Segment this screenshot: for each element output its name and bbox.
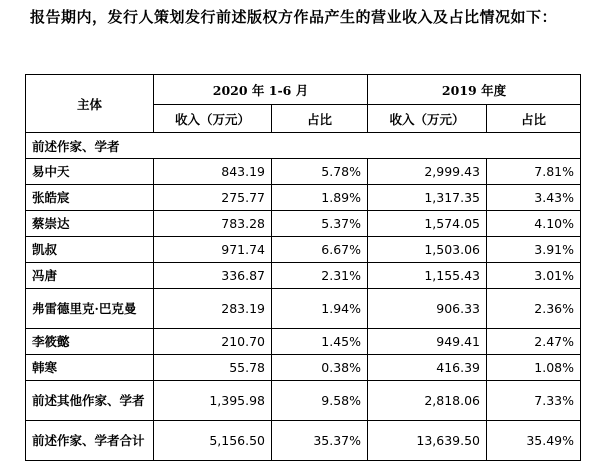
header-share-2019: 占比 xyxy=(487,105,581,133)
revenue-2019: 1,155.43 xyxy=(368,263,487,289)
row-name: 李筱懿 xyxy=(26,329,154,355)
share-2020: 35.37% xyxy=(272,421,368,461)
share-2020: 1.94% xyxy=(272,289,368,329)
share-2020: 9.58% xyxy=(272,381,368,421)
share-2019: 3.01% xyxy=(487,263,581,289)
revenue-2019: 906.33 xyxy=(368,289,487,329)
share-2020: 1.89% xyxy=(272,185,368,211)
revenue-2020: 55.78 xyxy=(154,355,272,381)
table-row xyxy=(26,289,581,329)
revenue-2020: 283.19 xyxy=(154,289,272,329)
group-row xyxy=(26,133,581,159)
header-revenue-2019: 收入（万元） xyxy=(368,105,487,133)
row-name: 凯叔 xyxy=(26,237,154,263)
row-name: 前述作家、学者合计 xyxy=(26,421,154,461)
share-2020: 6.67% xyxy=(272,237,368,263)
revenue-table xyxy=(25,74,581,461)
row-name: 弗雷德里克·巴克曼 xyxy=(26,289,154,329)
revenue-2019: 1,317.35 xyxy=(368,185,487,211)
table-row xyxy=(26,355,581,381)
header-period-2020h1: 2020 年 1-6 月 xyxy=(154,75,368,105)
row-name: 蔡崇达 xyxy=(26,211,154,237)
intro-paragraph: 报告期内，发行人策划发行前述版权方作品产生的营业收入及占比情况如下： xyxy=(30,8,558,26)
revenue-2019: 416.39 xyxy=(368,355,487,381)
row-name: 冯唐 xyxy=(26,263,154,289)
share-2019: 7.33% xyxy=(487,381,581,421)
header-period-2019: 2019 年度 xyxy=(368,75,581,105)
revenue-2019: 949.41 xyxy=(368,329,487,355)
share-2019: 3.91% xyxy=(487,237,581,263)
revenue-2019: 13,639.50 xyxy=(368,421,487,461)
share-2020: 1.45% xyxy=(272,329,368,355)
revenue-2019: 1,503.06 xyxy=(368,237,487,263)
share-2020: 5.37% xyxy=(272,211,368,237)
table-row-total xyxy=(26,421,581,461)
table-row xyxy=(26,263,581,289)
header-revenue-2020: 收入（万元） xyxy=(154,105,272,133)
revenue-2020: 5,156.50 xyxy=(154,421,272,461)
table-row xyxy=(26,211,581,237)
revenue-2020: 275.77 xyxy=(154,185,272,211)
row-name: 张皓宸 xyxy=(26,185,154,211)
row-name: 前述其他作家、学者 xyxy=(26,381,154,421)
share-2020: 5.78% xyxy=(272,159,368,185)
revenue-2020: 210.70 xyxy=(154,329,272,355)
share-2019: 3.43% xyxy=(487,185,581,211)
header-share-2020: 占比 xyxy=(272,105,368,133)
table-row xyxy=(26,237,581,263)
table-row xyxy=(26,185,581,211)
share-2019: 2.47% xyxy=(487,329,581,355)
revenue-2019: 2,999.43 xyxy=(368,159,487,185)
share-2020: 2.31% xyxy=(272,263,368,289)
revenue-2020: 1,395.98 xyxy=(154,381,272,421)
header-row-periods xyxy=(26,75,581,105)
row-name: 易中天 xyxy=(26,159,154,185)
share-2019: 4.10% xyxy=(487,211,581,237)
share-2019: 2.36% xyxy=(487,289,581,329)
table-row xyxy=(26,329,581,355)
revenue-2020: 783.28 xyxy=(154,211,272,237)
revenue-2019: 2,818.06 xyxy=(368,381,487,421)
revenue-2020: 336.87 xyxy=(154,263,272,289)
revenue-2020: 971.74 xyxy=(154,237,272,263)
revenue-2020: 843.19 xyxy=(154,159,272,185)
share-2019: 7.81% xyxy=(487,159,581,185)
share-2020: 0.38% xyxy=(272,355,368,381)
revenue-2019: 1,574.05 xyxy=(368,211,487,237)
share-2019: 35.49% xyxy=(487,421,581,461)
table-row xyxy=(26,381,581,421)
header-subject: 主体 xyxy=(26,75,154,133)
group-label: 前述作家、学者 xyxy=(26,133,581,159)
table-row xyxy=(26,159,581,185)
row-name: 韩寒 xyxy=(26,355,154,381)
share-2019: 1.08% xyxy=(487,355,581,381)
